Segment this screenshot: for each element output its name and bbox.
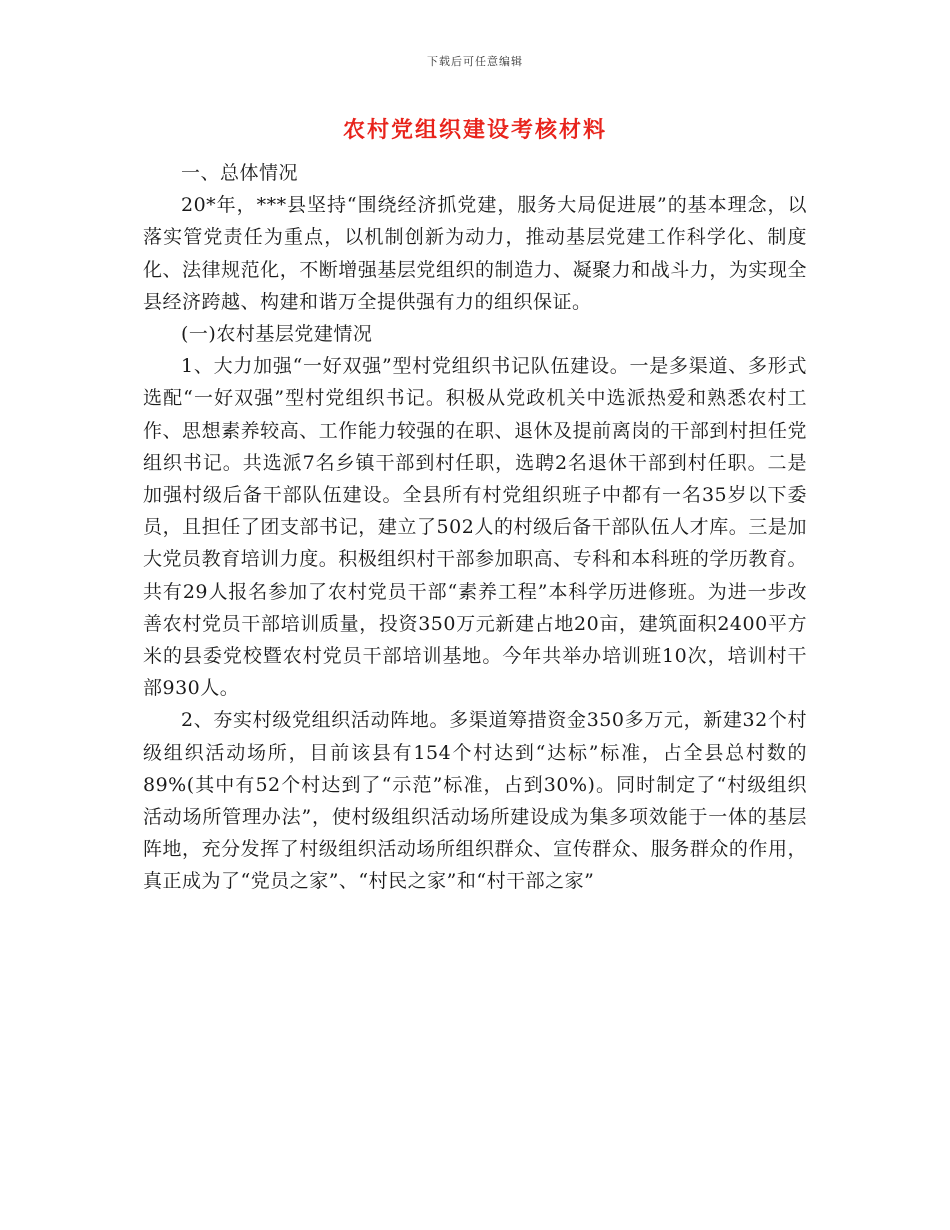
document-body xyxy=(143,157,807,898)
subsection-heading-rural: (一)农村基层党建情况 xyxy=(181,323,373,346)
page-header-note: 下载后可任意编辑 xyxy=(427,55,523,68)
section-heading-overview: 一、总体情况 xyxy=(181,162,299,184)
document-title: 农村党组织建设考核材料 xyxy=(342,117,607,143)
paragraph-activity-venues: 2、夯实村级党组织活动阵地。多渠道筹措资金350多万元，新建32个村级组织活动场所，目前该县有154个村达到“达标”标准，占全县总村数的89%(其中有52个村达到了“示范”标准，占到30%)。同时制定了“村级组织活动场所管理办法”，使村级组织活动场所建设成为集多项效能于一体的基层阵地，充分发挥了村级组织活动场所组织群众、宣传群众、服务群众的作用，真正成为了“党员之家”、“村民之家”和“村干部之家” xyxy=(143,709,807,893)
paragraph-overview: 20*年，***县坚持“围绕经济抓党建，服务大局促进展”的基本理念，以落实管党责任为重点，以机制创新为动力，推动基层党建工作科学化、制度化、法律规范化，不断增强基层党组织的制造力、凝聚力和战斗力，为实现全县经济跨越、构建和谐万全提供强有力的组织保证。 xyxy=(143,194,807,313)
paragraph-secretary-team: 1、大力加强“一好双强”型村党组织书记队伍建设。一是多渠道、多形式选配“一好双强”型村党组织书记。积极从党政机关中选派热爱和熟悉农村工作、思想素养较高、工作能力较强的在职、退休及提前离岗的干部到村担任党组织书记。共选派7名乡镇干部到村任职，选聘2名退休干部到村任职。二是加强村级后备干部队伍建设。全县所有村党组织班子中都有一名35岁以下委员，且担任了团支部书记，建立了502人的村级后备干部队伍人才库。三是加大党员教育培训力度。积极组织村干部参加职高、专科和本科班的学历教育。共有29人报名参加了农村党员干部“素养工程”本科学历进修班。为进一步改善农村党员干部培训质量，投资350万元新建占地20亩，建筑面积2400平方米的县委党校暨农村党员干部培训基地。今年共举办培训班10次，培训村干部930人。 xyxy=(143,355,807,700)
